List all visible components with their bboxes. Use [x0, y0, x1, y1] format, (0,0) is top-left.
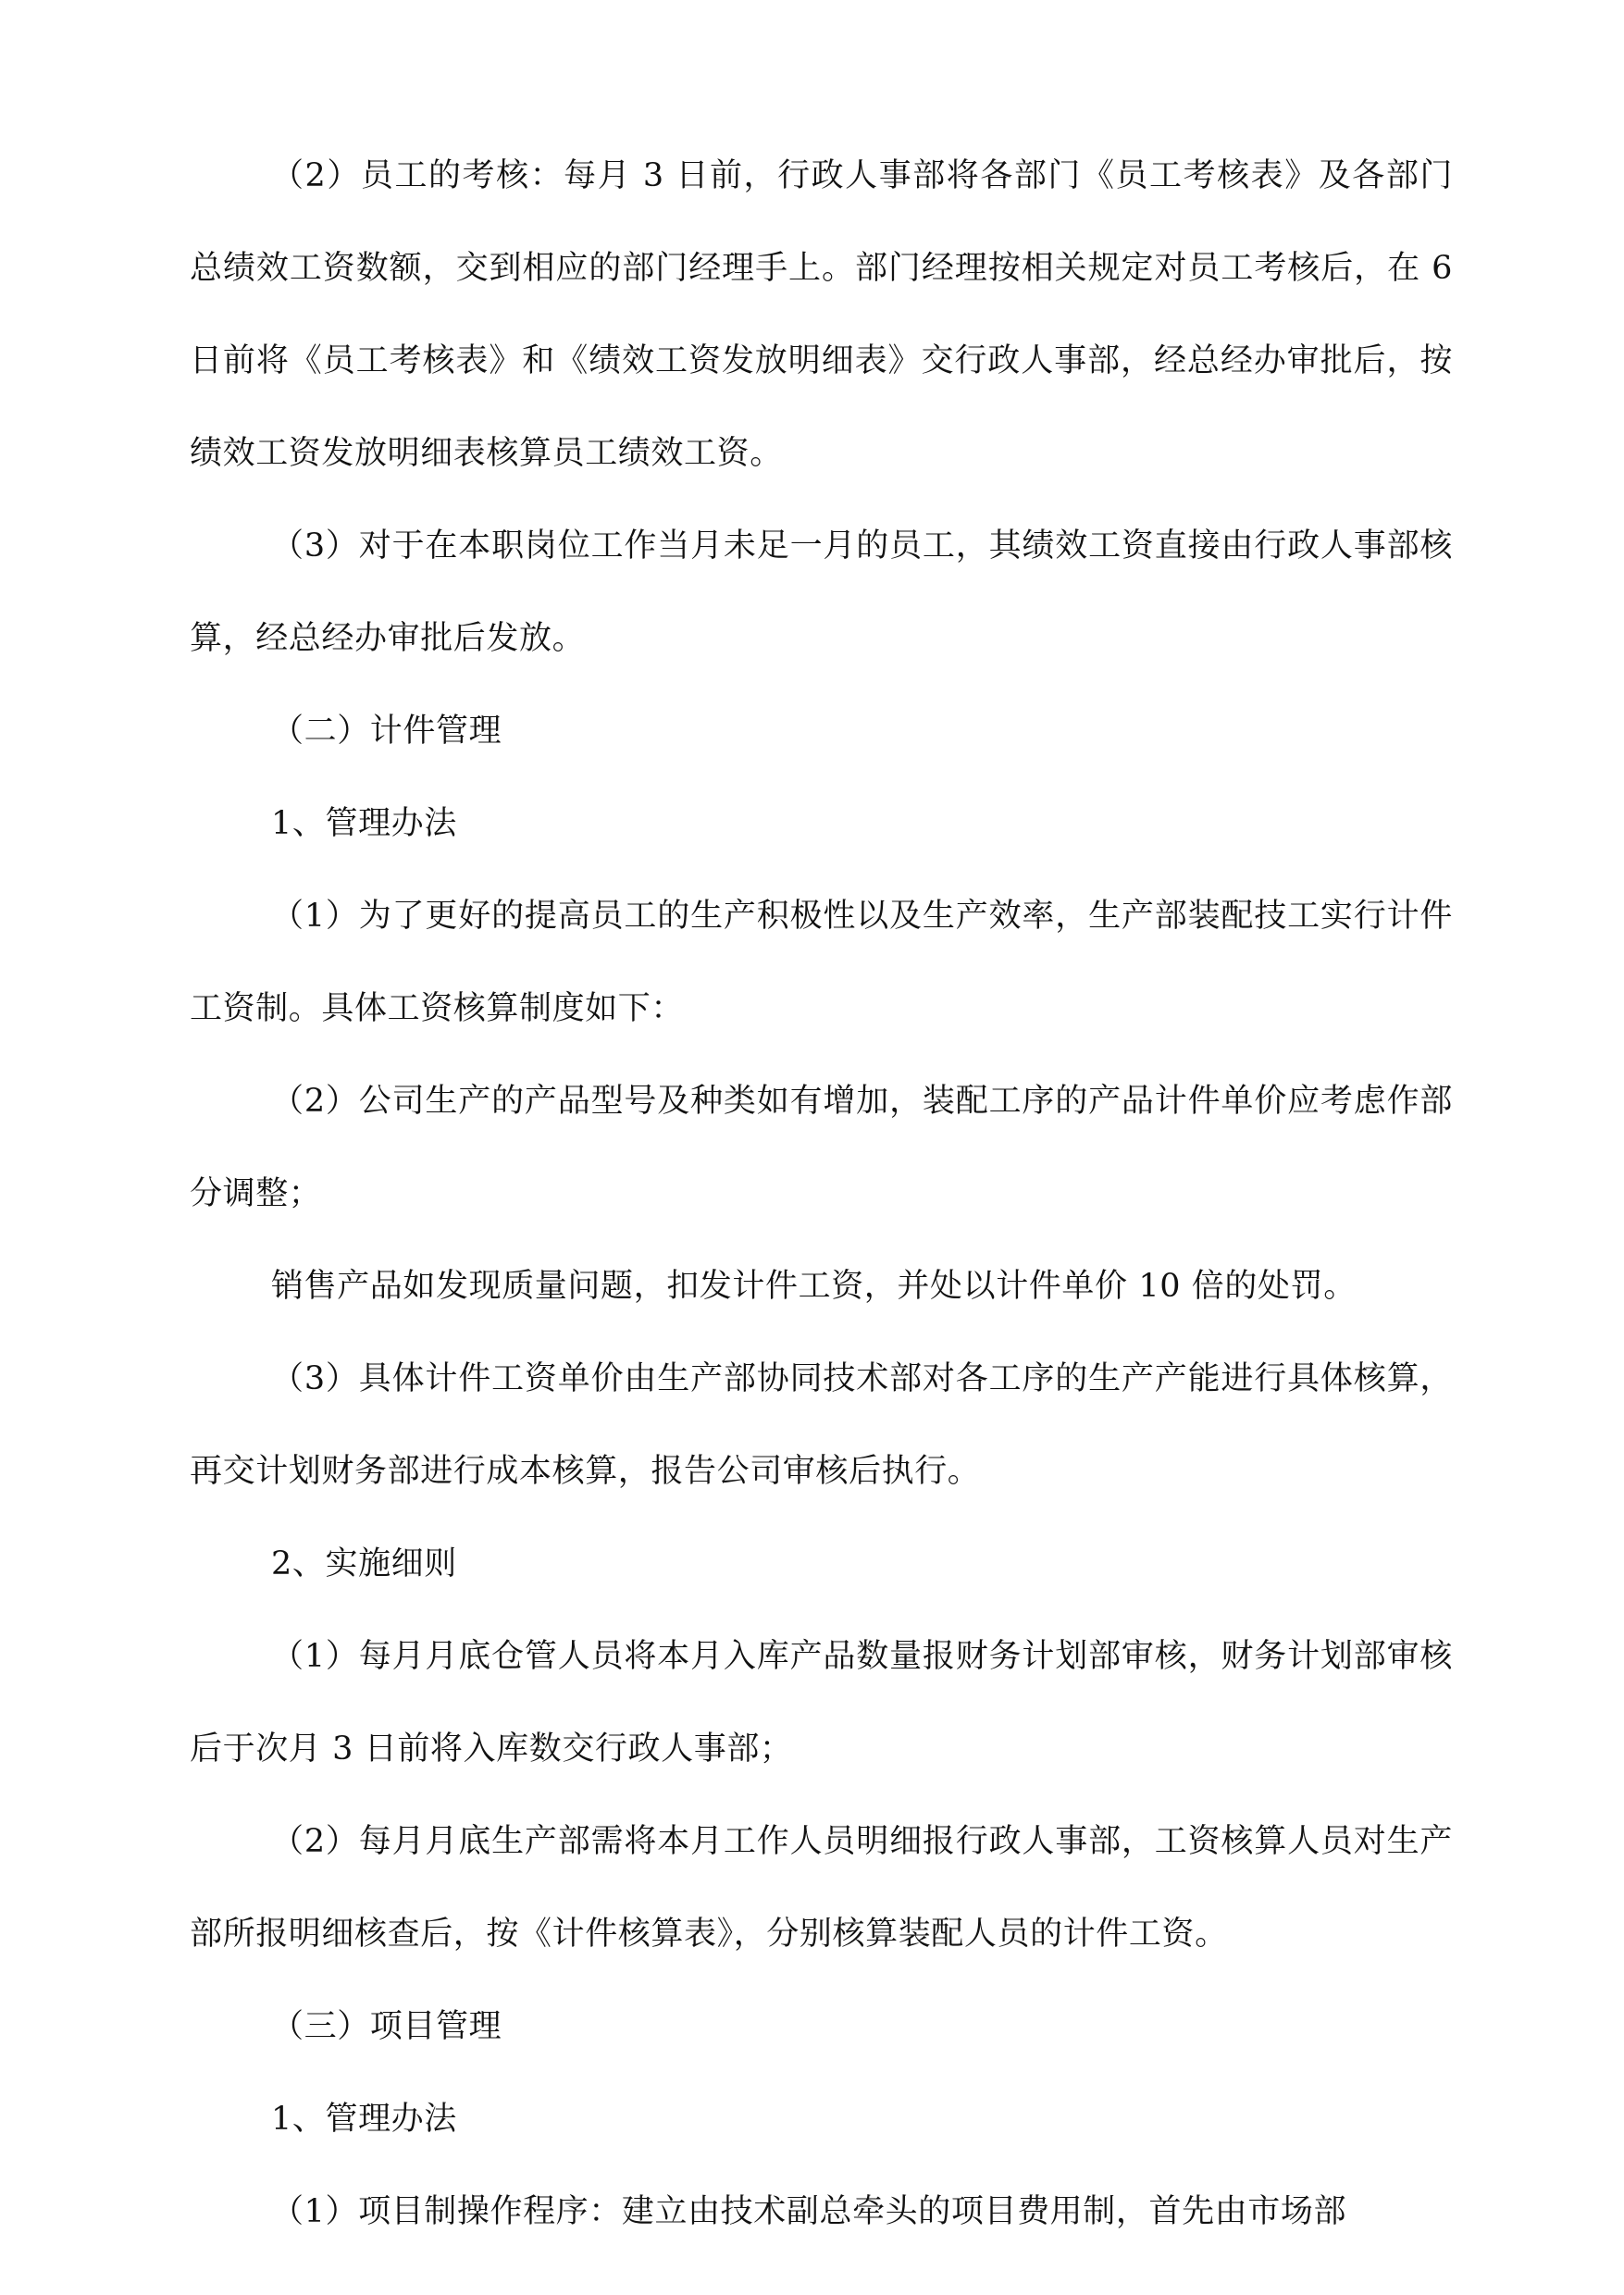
section-heading-piecework: （二）计件管理	[271, 713, 502, 750]
section-heading-project-management: （三）项目管理	[271, 2008, 502, 2045]
subheading-project-management-method: 1、管理办法	[271, 2101, 457, 2138]
paragraph-warehouse-report: （1）每月月底仓管人员将本月入库产品数量报财务计划部审核，财务计划部审核后于次月 3 日前将入库数交行政人事部；	[190, 1638, 1453, 1768]
subheading-management-method: 1、管理办法	[271, 805, 457, 842]
paragraph-partial-month-staff: （3）对于在本职岗位工作当月未足一月的员工，其绩效工资直接由行政人事部核算，经总经办审批后发放。	[190, 527, 1453, 657]
paragraph-quality-penalty: 销售产品如发现质量问题，扣发计件工资，并处以计件单价 10 倍的处罚。	[271, 1268, 1357, 1305]
paragraph-unit-price-accounting: （3）具体计件工资单价由生产部协同技术部对各工序的生产产能进行具体核算，再交计划财务部进行成本核算，报告公司审核后执行。	[190, 1360, 1453, 1490]
paragraph-piecework-system: （1）为了更好的提高员工的生产积极性以及生产效率，生产部装配技工实行计件工资制。具体工资核算制度如下：	[190, 898, 1453, 1027]
paragraph-project-procedure: （1）项目制操作程序：建立由技术副总牵头的项目费用制，首先由市场部	[271, 2193, 1347, 2230]
subheading-implementation-rules: 2、实施细则	[271, 1545, 457, 1582]
paragraph-production-staff-report: （2）每月月底生产部需将本月工作人员明细报行政人事部，工资核算人员对生产部所报明细核查后，按《计件核算表》，分别核算装配人员的计件工资。	[190, 1823, 1453, 1953]
paragraph-employee-assessment: （2）员工的考核：每月 3 日前，行政人事部将各部门《员工考核表》及各部门总绩效工资数额，交到相应的部门经理手上。部门经理按相关规定对员工考核后，在 6 日前将《员工考核表》和《绩效工资发放明细表》交行政人事部，经总经办审批后，按绩效工资发放明细表核算员工绩效工资。	[190, 157, 1453, 472]
paragraph-unit-price-adjustment: （2）公司生产的产品型号及种类如有增加，装配工序的产品计件单价应考虑作部分调整；	[190, 1083, 1453, 1212]
document-body	[190, 130, 1453, 2258]
